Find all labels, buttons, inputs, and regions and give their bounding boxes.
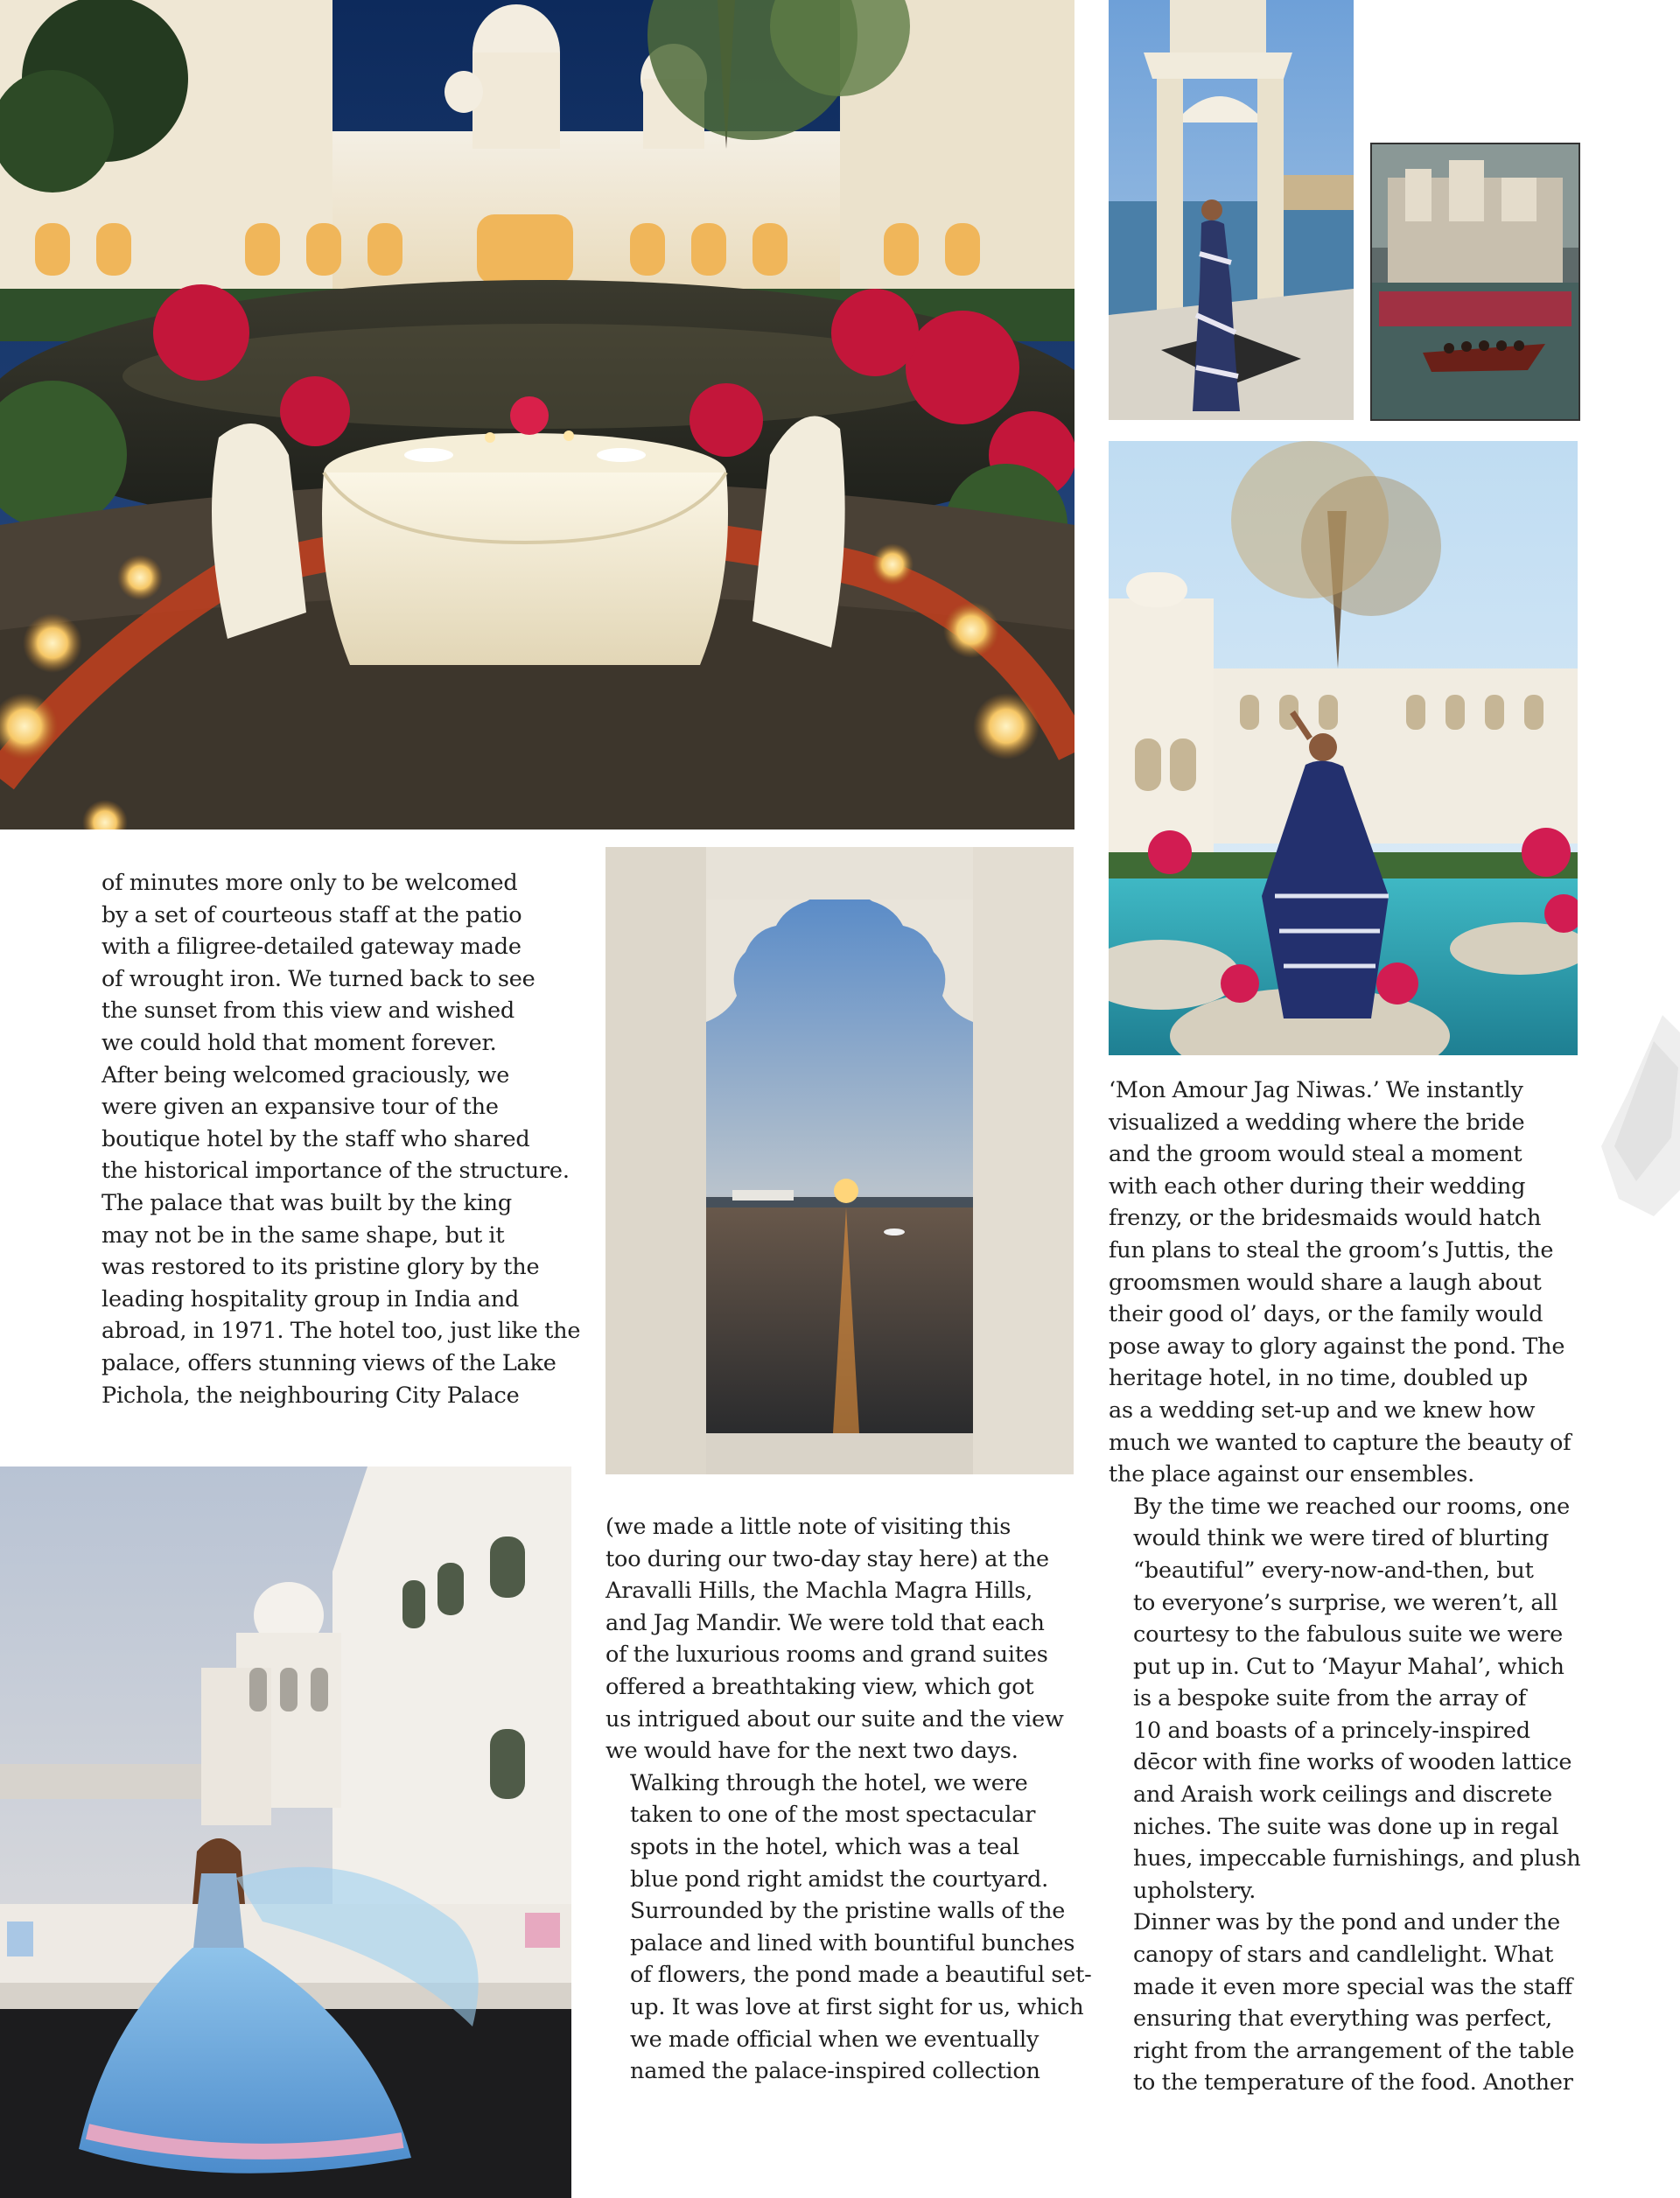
text-line: put up in. Cut to ‘Mayur Mahal’, which — [1133, 1653, 1564, 1680]
col2-paragraph-2 — [606, 1768, 1092, 2088]
text-line: was restored to its pristine glory by the — [102, 1254, 540, 1281]
text-line: taken to one of the most spectacular — [630, 1802, 1036, 1829]
pond-woman-photo — [1109, 441, 1578, 1055]
text-line: their good ol’ days, or the family would — [1109, 1301, 1544, 1328]
text-line: Dinner was by the pond and under the — [1133, 1909, 1560, 1936]
arched-window-photo — [606, 847, 1074, 1474]
text-line: leading hospitality group in India and — [102, 1285, 520, 1312]
text-line: spots in the hotel, which was a teal — [630, 1833, 1019, 1860]
article-column-1 — [102, 867, 581, 1411]
text-line: too during our two-day stay here) at the — [606, 1545, 1049, 1572]
text-line: After being welcomed graciously, we — [102, 1061, 510, 1088]
text-line: pose away to glory against the pond. The — [1109, 1333, 1565, 1360]
text-line: fun plans to steal the groom’s Juttis, the — [1109, 1236, 1554, 1264]
col2-paragraph-1 — [606, 1511, 1078, 1768]
text-line: By the time we reached our rooms, one — [1133, 1493, 1571, 1520]
text-line: us intrigued about our suite and the view — [606, 1705, 1064, 1732]
text-line: palace and lined with bountiful bunches — [630, 1929, 1075, 1956]
text-line: we would have for the next two days. — [606, 1738, 1018, 1765]
text-line: and Jag Mandir. We were told that each — [606, 1609, 1045, 1636]
text-line: and Araish work ceilings and discrete — [1133, 1782, 1552, 1809]
text-line: the place against our ensembles. — [1109, 1461, 1475, 1488]
text-line: frenzy, or the bridesmaids would hatch — [1109, 1205, 1542, 1232]
text-line: ensuring that everything was perfect, — [1133, 2006, 1552, 2033]
pavilion-woman-photo — [1109, 0, 1354, 420]
text-line: is a bespoke suite from the array of — [1133, 1685, 1527, 1712]
text-line: of wrought iron. We turned back to see — [102, 965, 536, 992]
text-line: may not be in the same shape, but it — [102, 1222, 505, 1249]
text-line: visualized a wedding where the bride — [1109, 1109, 1525, 1136]
text-line: 10 and boasts of a princely-inspired — [1133, 1717, 1530, 1744]
text-line: hues, impeccable furnishings, and plush — [1133, 1845, 1581, 1872]
text-line: by a set of courteous staff at the patio — [102, 901, 522, 928]
text-line: with each other during their wedding — [1109, 1172, 1526, 1200]
article-column-2 — [606, 1511, 1092, 2088]
text-line: much we wanted to capture the beauty of — [1109, 1429, 1572, 1456]
text-line: Surrounded by the pristine walls of the — [630, 1898, 1066, 1925]
text-line: The palace that was built by the king — [102, 1189, 513, 1216]
text-line: niches. The suite was done up in regal — [1133, 1813, 1559, 1840]
col3-paragraph-2 — [1109, 1491, 1599, 1908]
text-line: courtesy to the fabulous suite we were — [1133, 1621, 1563, 1648]
text-line: of minutes more only to be welcomed — [102, 870, 518, 896]
text-line: Walking through the hotel, we were — [630, 1769, 1028, 1796]
text-line: upholstery. — [1133, 1877, 1256, 1904]
text-line: of the luxurious rooms and grand suites — [606, 1642, 1048, 1669]
text-line: of flowers, the pond made a beautiful set- — [630, 1962, 1092, 1989]
text-line: “beautiful” every-now-and-then, but — [1133, 1557, 1534, 1584]
text-line: ‘Mon Amour Jag Niwas.’ We instantly — [1109, 1077, 1523, 1103]
text-line: the historical importance of the structure. — [102, 1158, 570, 1185]
text-line: dēcor with fine works of wooden lattice — [1133, 1749, 1572, 1776]
text-line: with a filigree-detailed gateway made — [102, 934, 522, 961]
col3-paragraph-3 — [1109, 1907, 1599, 2099]
text-line: groomsmen would share a laugh about — [1109, 1269, 1542, 1296]
text-line: to everyone’s surprise, we weren’t, all — [1133, 1589, 1558, 1616]
page-edge-mark — [1601, 1015, 1680, 1216]
text-line: offered a breathtaking view, which got — [606, 1673, 1034, 1700]
text-line: heritage hotel, in no time, doubled up — [1109, 1365, 1529, 1392]
text-line: canopy of stars and candlelight. What — [1133, 1942, 1554, 1969]
text-line: right from the arrangement of the table — [1133, 2037, 1575, 2064]
text-line: palace, offers stunning views of the Lake — [102, 1349, 556, 1376]
text-line: made it even more special was the staff — [1133, 1973, 1573, 2000]
col1-paragraph — [102, 867, 581, 1411]
text-line: named the palace-inspired collection — [630, 2058, 1040, 2085]
lehenga-terrace-photo — [0, 1466, 571, 2198]
lake-painting-photo — [1370, 143, 1580, 421]
text-line: (we made a little note of visiting this — [606, 1514, 1012, 1540]
text-line: Aravalli Hills, the Machla Magra Hills, — [606, 1578, 1033, 1605]
text-line: blue pond right amidst the courtyard. — [630, 1866, 1049, 1893]
text-line: to the temperature of the food. Another — [1133, 2069, 1573, 2096]
text-line: as a wedding set-up and we knew how — [1109, 1396, 1536, 1424]
text-line: abroad, in 1971. The hotel too, just like the — [102, 1318, 581, 1345]
text-line: were given an expansive tour of the — [102, 1094, 499, 1121]
courtyard-dinner-photo — [0, 0, 1074, 830]
text-line: up. It was love at first sight for us, which — [630, 1993, 1084, 2020]
text-line: Pichola, the neighbouring City Palace — [102, 1382, 520, 1409]
text-line: and the groom would steal a moment — [1109, 1141, 1522, 1168]
article-column-3 — [1109, 1074, 1599, 2099]
text-line: we could hold that moment forever. — [102, 1029, 497, 1056]
text-line: boutique hotel by the staff who shared — [102, 1125, 530, 1152]
col3-paragraph-1 — [1109, 1074, 1599, 1491]
text-line: would think we were tired of blurting — [1133, 1525, 1550, 1552]
text-line: we made official when we eventually — [630, 2026, 1040, 2053]
text-line: the sunset from this view and wished — [102, 998, 514, 1025]
